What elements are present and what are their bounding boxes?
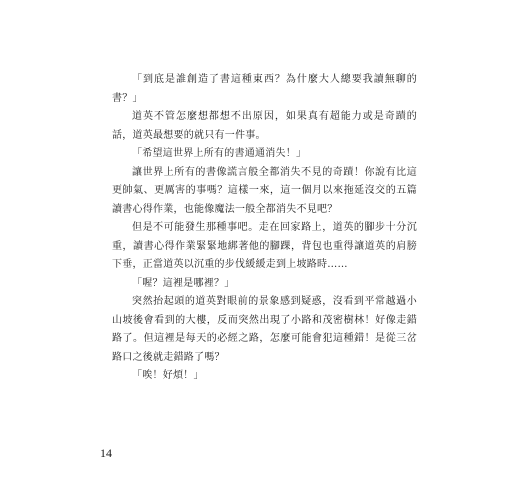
paragraph: 突然抬起頭的道英對眼前的景象感到疑惑，沒看到平常越過小山坡後會看到的大樓，反而突然出現了小路和茂密樹林！好像走錯路了。但這裡是每天的必經之路，怎麼可能會犯這種錯！是從三岔路口之後就走錯路了嗎？ [112,296,417,363]
paragraph: 「到底是誰創造了書這種東西？為什麼大人總要我讀無聊的書？」 [112,74,417,104]
page-number: 14 [100,446,112,460]
paragraph: 讓世界上所有的書像謊言般全都消失不見的奇蹟！你說有比這更帥氣、更厲害的事嗎？這樣一來，這一個月以來拖延沒交的五篇讀書心得作業，也能像魔法一般全都消失不見吧？ [112,166,417,215]
paragraph: 「喔？這裡是哪裡？」 [132,277,235,289]
paragraph: 「希望這世界上所有的書通通消失！」 [132,148,307,159]
paragraph: 但是不可能發生那種事吧。走在回家路上，道英的腳步十分沉重，讀書心得作業緊緊地綁著他的腳踝，背包也重得讓道英的肩膀下垂，正當道英以沉重的步伐緩緩走到上坡路時…… [112,222,417,270]
body-text [112,71,417,386]
paragraph: 「唉！好煩！」 [132,370,204,381]
paragraph: 道英不管怎麼想都想不出原因，如果真有超能力或是奇蹟的話，道英最想要的就只有一件事。 [112,111,417,141]
